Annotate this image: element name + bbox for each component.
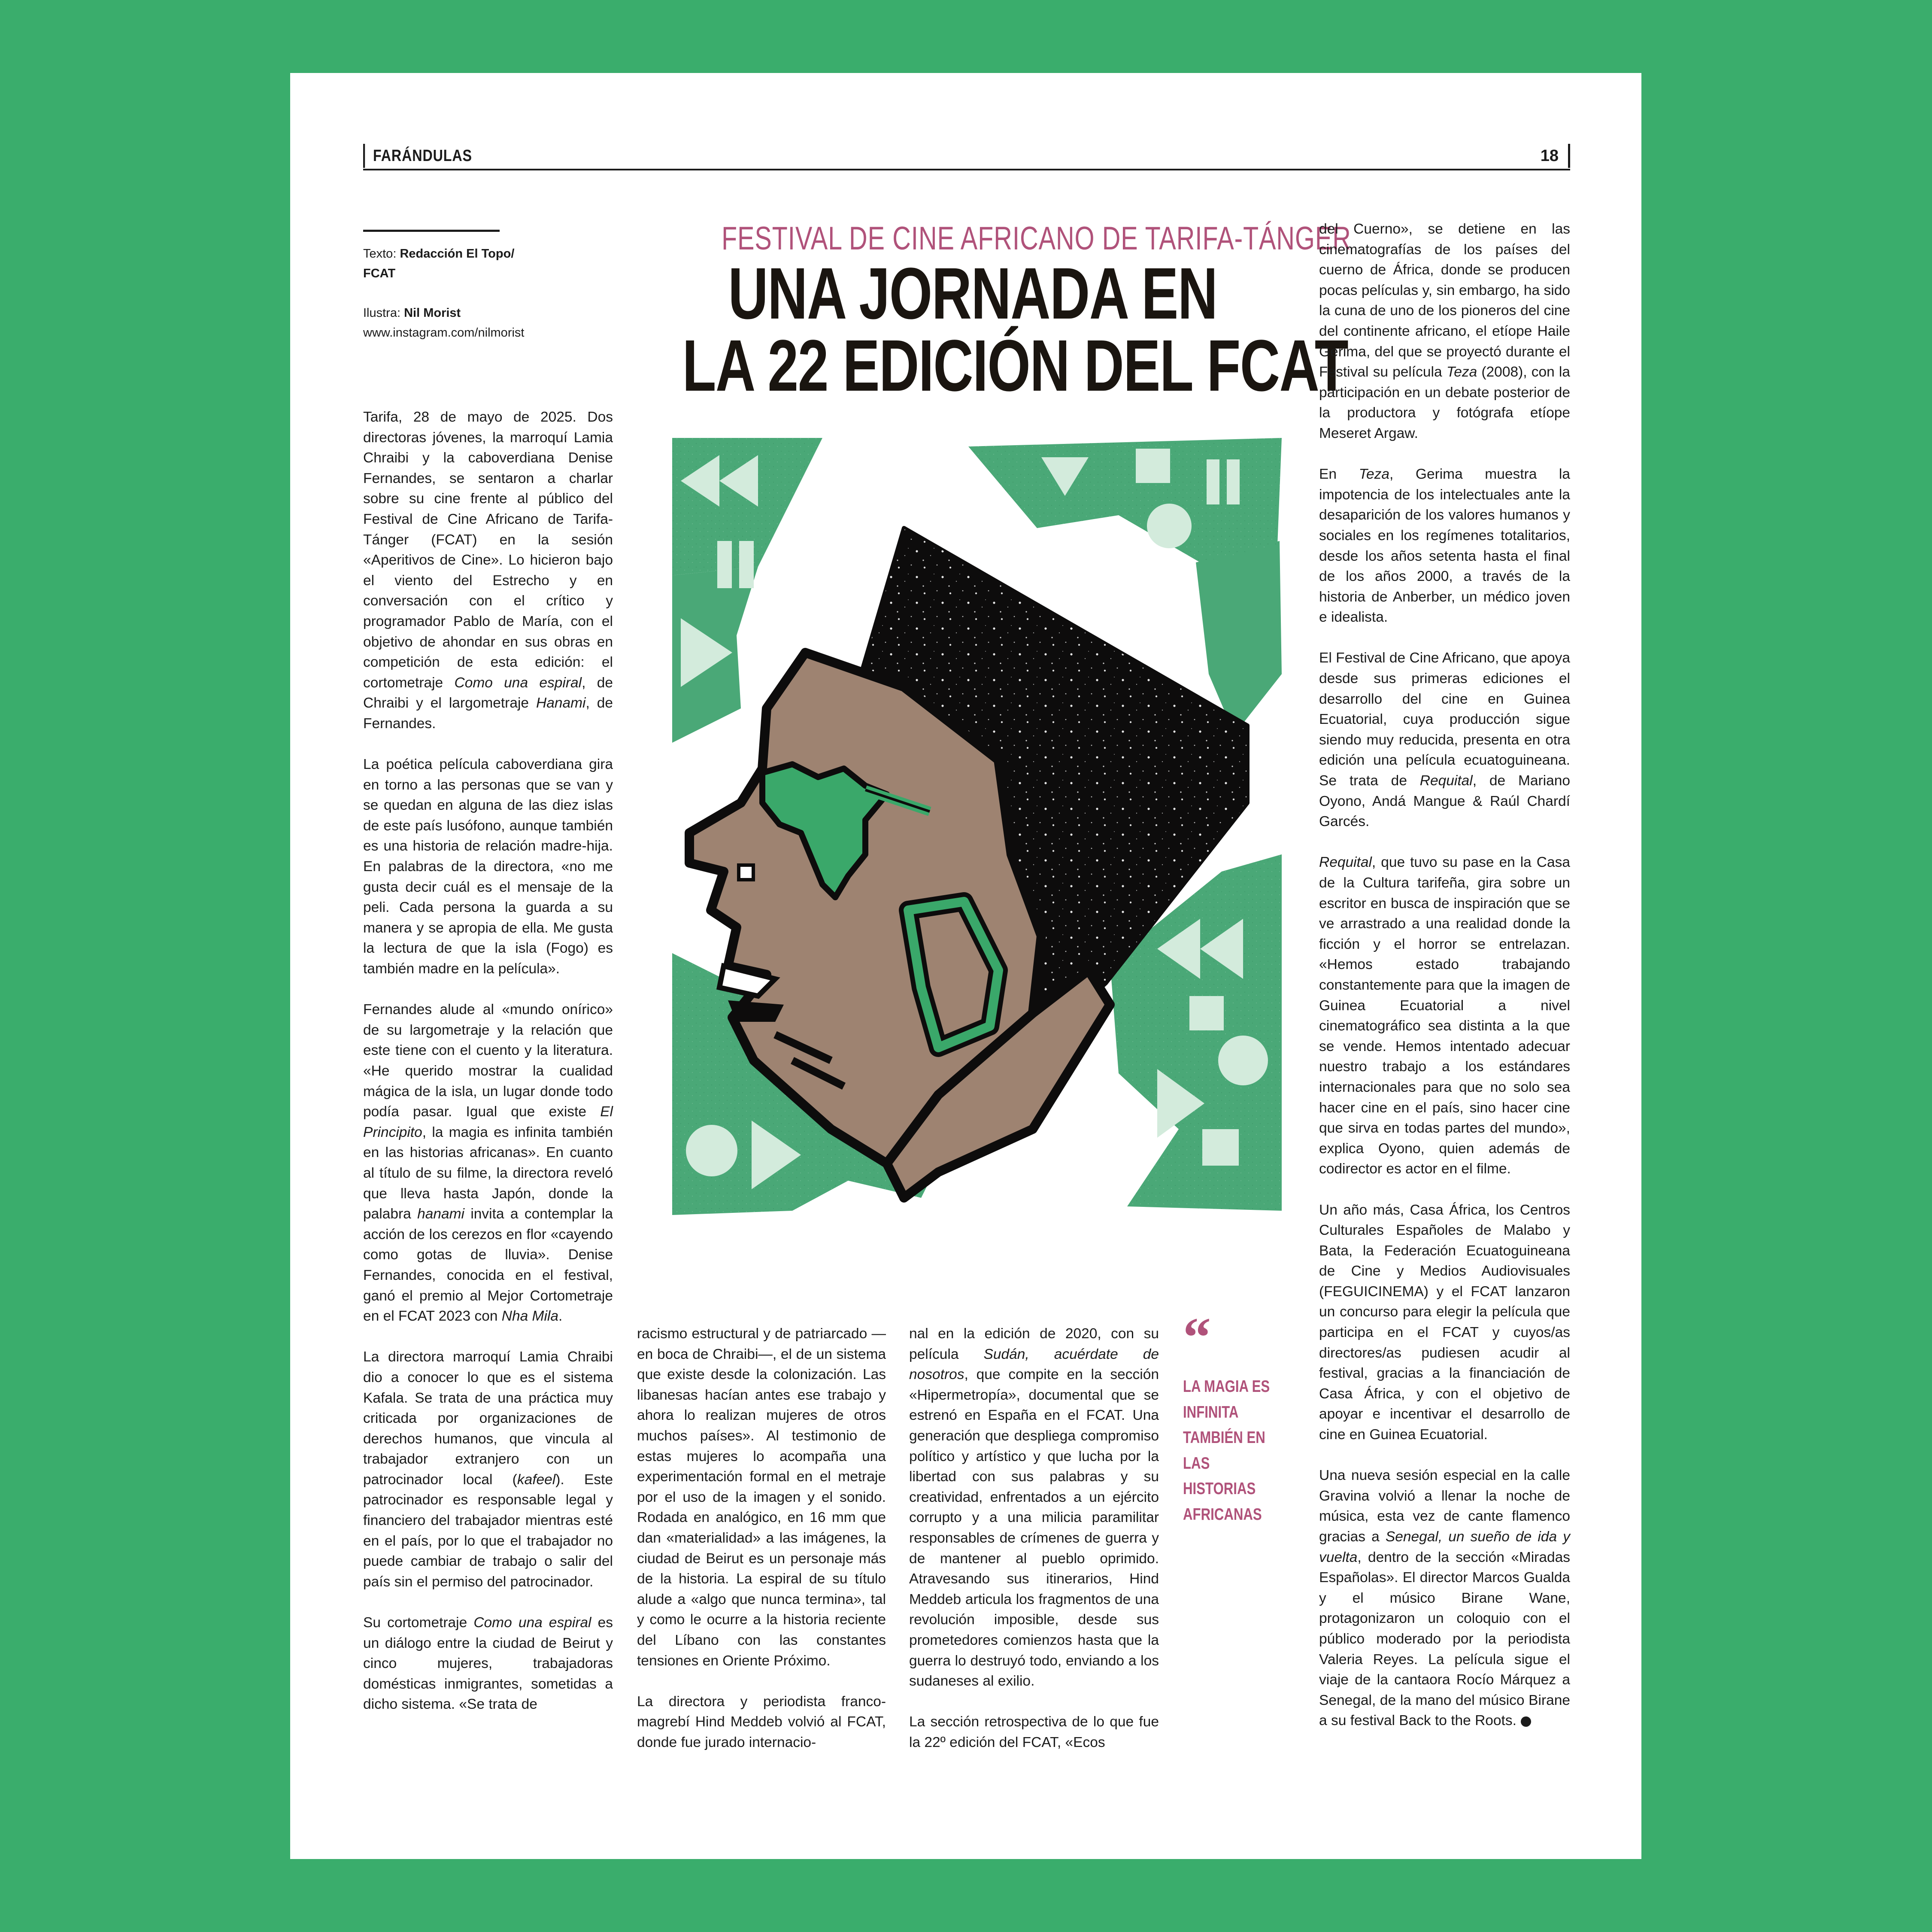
text-credit (363, 244, 543, 283)
illustration-credit-value: Nil Morist (404, 306, 461, 320)
paragraph: nal en la edición de 2020, con su película Sudán, acuérdate de nosotros, que compite en la sección «Hipermetropía», documental que se estrenó en España en el FCAT. Una generación que despliega compromiso político y artístico y que lucha por la libertad con sus palabras y su creatividad, enfrentados a un ejército corrupto y a una milicia paramilitar responsables de crímenes de guerra y de mantener al pueblo oprimido. Atravesando sus itinerarios, Hind Meddeb articula los fragmentos de una revolución imposible, desde sus prometedores comienzos hasta que la guerra lo destruyó todo, enviando a los sudaneses al exilio. (909, 1326, 1159, 1689)
paragraph: Requital, que tuvo su pase en la Casa de la Cultura tarifeña, gira sobre un escritor en busca de inspiración que se ve arrastrado a una realidad donde la ficción y el horror se entrelazan. «Hemos estado trabajando constantemente para que la imagen de Guinea Ecuatorial a nivel cinematográfico sea distinta a la que se vende. Hemos intentado adecuar nuestro trabajo a los estándares internacionales para que no solo sea hacer cine en el país, sino hacer cine que sirva en todas partes del mundo», explica Oyono, quien además de codirector es actor en el filme. (1319, 854, 1570, 1177)
page-number: 18 (1541, 144, 1570, 168)
paragraph: La directora y periodista franco-magrebí Hind Meddeb volvió al FCAT, donde fue jurado internacio- (637, 1693, 886, 1750)
magazine-page (290, 73, 1641, 1859)
paragraph: La poética película caboverdiana gira en torno a las personas que se van y se quedan en alguna de las diez islas de este país lusófono, aunque también es una historia de relación madre-hija. En palabras de la directora, «no me gusta decir cuál es el mensaje de la peli. Cada persona la guarda a su manera y se apropia de ella. Me gusta la lectura de que la isla (Fogo) es también madre en la película». (363, 756, 613, 977)
paragraph: En Teza, Gerima muestra la impotencia de los intelectuales ante la desaparición de los valores humanos y sociales en los regímenes totalitarios, desde los años setenta hasta el final de los años 2000, a través de la historia de Anberber, un médico joven e idealista. (1319, 466, 1570, 626)
square-icon-2 (1189, 996, 1224, 1030)
paragraph: Fernandes alude al «mundo onírico» de su largometraje y la relación que este tiene con el cuento y la literatura. «He querido mostrar la cualidad mágica de la isla, un lugar donde todo podía pasar. Igual que existe El Principito, la magia es infinita también en las historias africanas». En cuanto al título de su filme, la directora reveló que lleva hasta Japón, donde la palabra hanami invita a contemplar la acción de los cerezos en flor «cayendo como gotas de lluvia». Denise Fernandes, conocida en el festival, ganó el premio al Mejor Cortometraje en el FCAT 2023 con Nha Mila. (363, 1002, 613, 1324)
paragraph: Un año más, Casa África, los Centros Culturales Españoles de Malabo y Bata, la Federación Ecuatoguineana de Cine y Medios Audiovisuales (FEGUICINEMA) y el FCAT lanzaron un concurso para elegir la película que participa en el FCAT y cuyos/as directores/as pudiesen acudir al festival, gracias a la financiación de Casa África, y con el objetivo de apoyar e incentivar el desarrollo de cine en Guinea Ecuatorial. (1319, 1202, 1570, 1443)
paragraph: del Cuerno», se detiene en las cinematografías de los países del cuerno de África, donde se producen pocas películas y, sin embargo, ha sido la cuna de uno de los pioneros del cine del continente africano, el etíope Haile Gerima, del que se proyectó durante el Festival su película Teza (2008), con la participación en un debate posterior de la productora y fotógrafa etíope Meseret Argaw. (1319, 221, 1570, 441)
body-column-2 (637, 1324, 886, 1753)
paragraph: La directora marroquí Lamia Chraibi dio a conocer lo que es el sistema Kafala. Se trata de una práctica muy criticada por organizaciones de derechos humanos, que vincula al trabajador extranjero con un patrocinador local (kafeel). Este patrocinador es responsable legal y financiero del trabajador mientras esté en el país, por lo que el trabajador no puede cambiar de trabajo o salir del país sin el permiso del patrocinador. (363, 1349, 613, 1590)
running-header (363, 144, 1570, 170)
text-credit-value: Redacción El Topo/ FCAT (363, 247, 515, 280)
paragraph: El Festival de Cine Africano, que apoya desde sus primeras ediciones el desarrollo del cine en Guinea Ecuatorial, cuya producción sigue siendo muy reducida, presenta en otra edición una película ecuatoguineana. Se trata de Requital, de Mariano Oyono, Andá Mangue & Raúl Chardí Garcés. (1319, 650, 1570, 830)
paragraph: Una nueva sesión especial en la calle Gravina volvió a llenar la noche de música, esta vez de cante flamenco gracias a Senegal, un sueño de ida y vuelta, dentro de la sección «Miradas Españolas». El director Marcos Gualda y el músico Birane Wane, protagonizaron un coloquio con el público moderado por la periodista Valeria Reyes. La película sigue el viaje de la cantaora Rocío Márquez a Senegal, de la mano del músico Birane a su festival Back to the Roots. (1319, 1467, 1570, 1729)
headline (682, 253, 1348, 407)
square-icon (1136, 449, 1170, 483)
illustration-credit (363, 303, 543, 323)
african-profile-illustration (664, 434, 1292, 1267)
circle-icon-3 (686, 1125, 737, 1176)
credits (363, 244, 543, 343)
circle-icon-2 (1218, 1036, 1268, 1085)
body-column-1 (363, 407, 613, 1715)
paragraph: Su cortometraje Como una espiral es un diálogo entre la ciudad de Beirut y cinco mujeres, trabajadoras domésticas inmigrantes, sometidas a dicho sistema. «Se trata de (363, 1615, 613, 1713)
paragraph: La sección retrospectiva de lo que fue la 22º edición del FCAT, «Ecos (909, 1714, 1159, 1750)
pull-quote: LA MAGIA ES INFINITA TAMBIÉN EN LAS HISTORIAS AFRICANAS (1183, 1377, 1270, 1524)
pause-icon (717, 541, 732, 588)
eye (739, 865, 753, 880)
text-credit-label: Texto: (363, 247, 400, 261)
section-name: FARÁNDULAS (363, 144, 472, 168)
paragraph: racismo estructural y de patriarcado —en boca de Chraibi—, el de un sistema que existe desde la colonización. Las libanesas hacían antes ese trabajo y ahora lo realizan mujeres de otros muchos países». Al testimonio de estas mujeres lo acompaña una experimentación formal en el metraje por el uso de la imagen y el sonido. Rodada en analógico, en 16 mm que dan «materialidad» a las imágenes, la ciudad de Beirut es un personaje más de la historia. La espiral de su título alude a «algo que nunca termina», tal y como le ocurre a la historia reciente del Líbano con las constantes tensiones en Oriente Próximo. (637, 1326, 886, 1669)
body-column-3 (909, 1324, 1159, 1753)
end-mark-icon (1521, 1716, 1531, 1727)
quote-mark-icon: “ (1183, 1306, 1211, 1368)
headline-line-2: LA 22 EDICIÓN DEL FCAT (682, 325, 1348, 407)
headline-line-1: UNA JORNADA EN (728, 253, 1217, 334)
kicker: FESTIVAL DE CINE AFRICANO DE TARIFA-TÁNGER (722, 220, 1351, 257)
illustration-credit-label: Ilustra: (363, 306, 404, 320)
credits-rule (363, 230, 500, 232)
paragraph: Tarifa, 28 de mayo de 2025. Dos directoras jóvenes, la marroquí Lamia Chraibi y la caboverdiana Denise Fernandes, se sentaron a charlar sobre su cine frente al público del Festival de Cine Africano de Tarifa-Tánger (FCAT) en la sesión «Aperitivos de Cine». Lo hicieron bajo el viento del Estrecho y en conversación con el crítico y programador Pablo de María, con el objetivo de ahondar en sus obras en competición de esta edición: el cortometraje Como una espiral, de Chraibi y el largometraje Hanami, de Fernandes. (363, 409, 613, 732)
instagram-link[interactable]: www.instagram.com/nilmorist (363, 326, 525, 340)
circle-icon (1147, 504, 1192, 548)
body-column-4 (1319, 219, 1570, 1731)
